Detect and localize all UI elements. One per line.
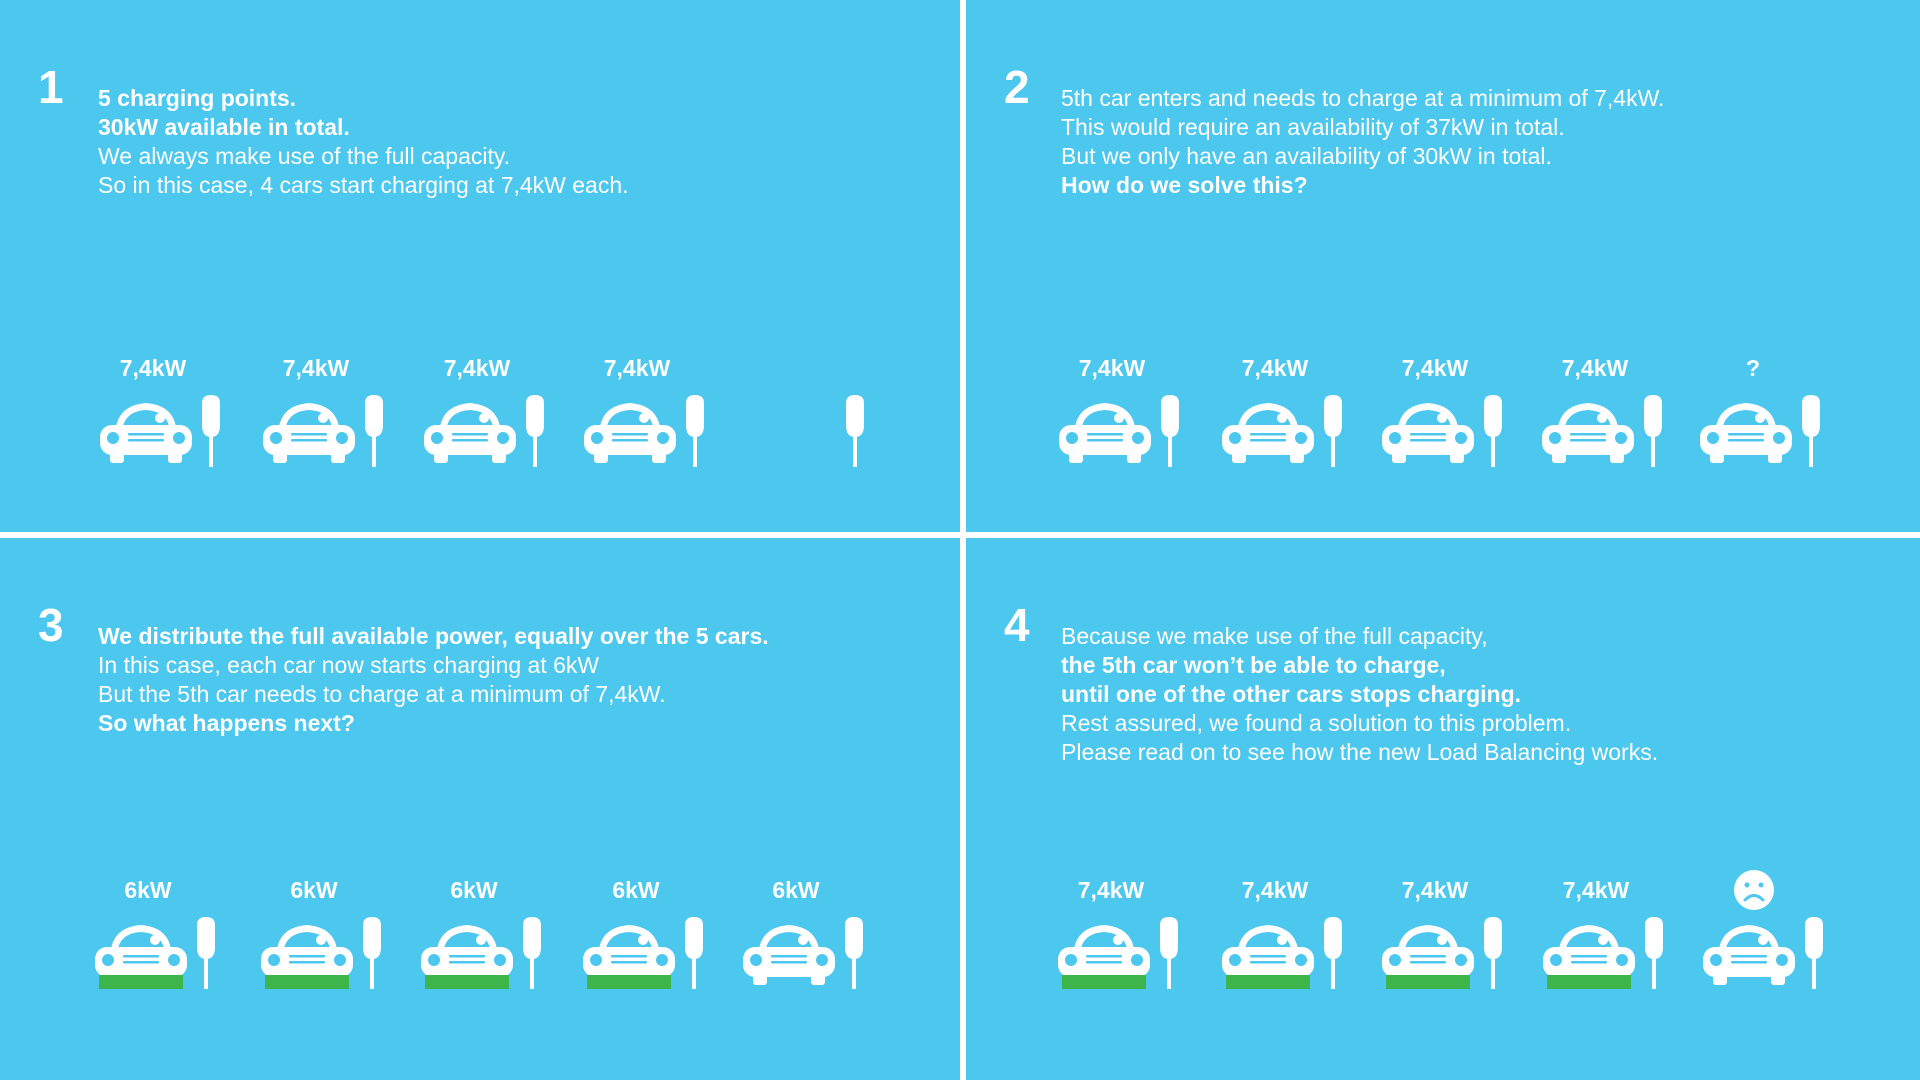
charging-station — [261, 355, 401, 505]
description-line: 5th car enters and needs to charge at a minimum of 7,4kW. — [1061, 85, 1665, 111]
charging-station — [741, 877, 881, 1027]
charging-station — [581, 877, 721, 1027]
charging-station — [1056, 877, 1196, 1027]
power-label: 6kW — [290, 877, 338, 903]
power-label: 7,4kW — [1561, 355, 1629, 381]
description-line: 5 charging points. — [98, 85, 297, 111]
charging-car-icon — [1056, 917, 1152, 989]
car-icon — [1220, 395, 1316, 467]
charging-car-icon — [259, 917, 355, 989]
power-label: 7,4kW — [603, 355, 671, 381]
power-label: 7,4kW — [1241, 355, 1309, 381]
description-line: We distribute the full available power, equally over the 5 cars. — [98, 623, 769, 649]
description-line: Please read on to see how the new Load Balancing works. — [1061, 739, 1659, 765]
charger-icon — [1643, 917, 1665, 989]
car-icon — [1701, 917, 1797, 989]
charger-icon — [524, 395, 546, 467]
car-icon — [422, 395, 518, 467]
charging-station — [1220, 877, 1360, 1027]
step-number: 3 — [38, 599, 64, 651]
car-icon — [1380, 395, 1476, 467]
step-description — [98, 622, 769, 738]
power-label: 7,4kW — [1562, 877, 1630, 903]
panel-3 — [0, 538, 960, 1080]
step-description — [1061, 84, 1664, 200]
description-line: So what happens next? — [98, 710, 355, 736]
charger-icon — [1800, 395, 1822, 467]
description-line: So in this case, 4 cars start charging at 7,4kW each. — [98, 172, 629, 198]
charging-station — [259, 877, 399, 1027]
charger-icon — [363, 395, 385, 467]
step-number: 4 — [1004, 599, 1030, 651]
description-line: until one of the other cars stops charging. — [1061, 681, 1522, 707]
charging-station — [1380, 877, 1520, 1027]
charging-car-icon — [581, 917, 677, 989]
power-label: 7,4kW — [1401, 355, 1469, 381]
charging-station — [1541, 877, 1681, 1027]
charger-icon — [1159, 395, 1181, 467]
charging-station — [1057, 355, 1197, 505]
charger-icon — [683, 917, 705, 989]
charging-car-icon — [1541, 917, 1637, 989]
charger-icon — [1322, 395, 1344, 467]
charging-station — [1540, 355, 1680, 505]
power-label: 6kW — [772, 877, 820, 903]
power-label: ? — [1745, 355, 1761, 381]
power-label: 7,4kW — [1401, 877, 1469, 903]
description-line: We always make use of the full capacity. — [98, 143, 511, 169]
power-label: 6kW — [124, 877, 172, 903]
description-line: But we only have an availability of 30kW in total. — [1061, 143, 1552, 169]
charger-icon — [1642, 395, 1664, 467]
power-label: 7,4kW — [1078, 355, 1146, 381]
charger-icon — [684, 395, 706, 467]
power-label: 7,4kW — [1077, 877, 1145, 903]
charger-icon — [200, 395, 222, 467]
power-label: 6kW — [612, 877, 660, 903]
power-label: 6kW — [450, 877, 498, 903]
power-label: 7,4kW — [1241, 877, 1309, 903]
charging-station — [1220, 355, 1360, 505]
charger-icon — [844, 395, 866, 467]
step-description — [98, 84, 629, 200]
charging-station — [419, 877, 559, 1027]
charger-icon — [843, 917, 865, 989]
charging-station — [742, 355, 882, 505]
charging-station — [1380, 355, 1520, 505]
description-line: Because we make use of the full capacity, — [1061, 623, 1488, 649]
panel-4 — [966, 538, 1920, 1080]
charger-icon — [1803, 917, 1825, 989]
description-line: How do we solve this? — [1061, 172, 1308, 198]
charger-icon — [1482, 917, 1504, 989]
charger-icon — [1482, 395, 1504, 467]
charger-icon — [521, 917, 543, 989]
car-icon — [741, 917, 837, 989]
power-label: 7,4kW — [443, 355, 511, 381]
step-description — [1061, 622, 1658, 767]
step-number: 1 — [38, 61, 64, 113]
description-line: the 5th car won’t be able to charge, — [1061, 652, 1446, 678]
car-icon — [582, 395, 678, 467]
charging-car-icon — [419, 917, 515, 989]
charging-car-icon — [1220, 917, 1316, 989]
car-icon — [261, 395, 357, 467]
charger-icon — [361, 917, 383, 989]
charging-station — [98, 355, 238, 505]
sad-face-icon — [1733, 869, 1775, 911]
description-line: But the 5th car needs to charge at a minimum of 7,4kW. — [98, 681, 666, 707]
charging-station — [1701, 877, 1841, 1027]
charger-icon — [1158, 917, 1180, 989]
charging-station — [582, 355, 722, 505]
panel-1 — [0, 0, 960, 532]
charging-car-icon — [1380, 917, 1476, 989]
charger-icon — [195, 917, 217, 989]
step-number: 2 — [1004, 61, 1030, 113]
description-line: This would require an availability of 37kW in total. — [1061, 114, 1565, 140]
description-line: 30kW available in total. — [98, 114, 350, 140]
charging-station — [1698, 355, 1838, 505]
car-icon — [1540, 395, 1636, 467]
charging-station — [93, 877, 233, 1027]
car-icon — [1057, 395, 1153, 467]
charging-station — [422, 355, 562, 505]
car-icon — [1698, 395, 1794, 467]
charging-car-icon — [93, 917, 189, 989]
charger-icon — [1322, 917, 1344, 989]
power-label: 7,4kW — [119, 355, 187, 381]
description-line: Rest assured, we found a solution to this problem. — [1061, 710, 1572, 736]
power-label: 7,4kW — [282, 355, 350, 381]
car-icon — [98, 395, 194, 467]
description-line: In this case, each car now starts charging at 6kW — [98, 652, 600, 678]
panel-2 — [966, 0, 1920, 532]
